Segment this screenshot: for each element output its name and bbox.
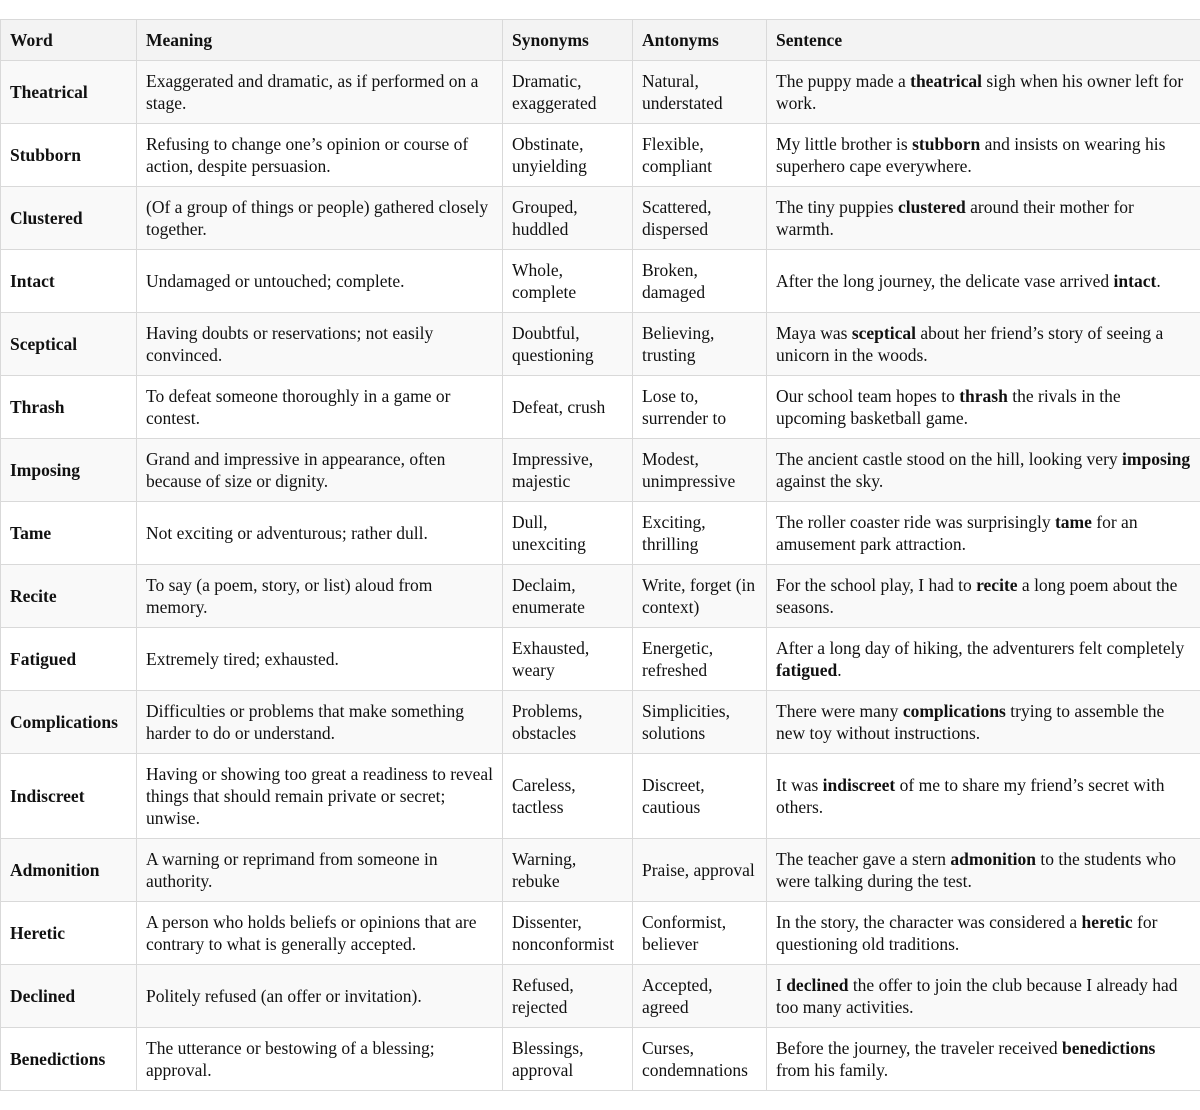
sentence-highlighted-word: clustered: [898, 197, 966, 217]
header-row: [1, 20, 1200, 61]
sentence-text-before: The teacher gave a stern: [776, 849, 951, 869]
sentence-highlighted-word: sceptical: [851, 323, 916, 343]
sentence-highlighted-word: recite: [976, 575, 1018, 595]
table-row: [1, 965, 1200, 1028]
word-cell: Tame: [1, 502, 137, 565]
table-row: [1, 313, 1200, 376]
table-row: [1, 502, 1200, 565]
antonyms-cell: Energetic, refreshed: [633, 628, 767, 691]
table-row: [1, 902, 1200, 965]
sentence-highlighted-word: benedictions: [1062, 1038, 1156, 1058]
sentence-text-before: I: [776, 975, 787, 995]
table-row: [1, 565, 1200, 628]
meaning-cell: Having or showing too great a readiness to reveal things that should remain private or secret; unwise.: [137, 754, 503, 839]
table-row: [1, 754, 1200, 839]
meaning-cell: Extremely tired; exhausted.: [137, 628, 503, 691]
antonyms-cell: Natural, understated: [633, 61, 767, 124]
sentence-cell: [767, 61, 1200, 124]
sentence-text-before: After the long journey, the delicate vase arrived: [776, 271, 1114, 291]
sentence-text-before: There were many: [776, 701, 903, 721]
meaning-cell: A person who holds beliefs or opinions that are contrary to what is generally accepted.: [137, 902, 503, 965]
antonyms-cell: Simplicities, solutions: [633, 691, 767, 754]
antonyms-cell: Accepted, agreed: [633, 965, 767, 1028]
header-synonyms: Synonyms: [503, 20, 633, 61]
sentence-text-after: of me to share my friend’s secret with others.: [776, 775, 1165, 817]
meaning-cell: Politely refused (an offer or invitation).: [137, 965, 503, 1028]
synonyms-cell: Exhausted, weary: [503, 628, 633, 691]
synonyms-cell: Blessings, approval: [503, 1028, 633, 1091]
sentence-cell: [767, 902, 1200, 965]
antonyms-cell: Discreet, cautious: [633, 754, 767, 839]
meaning-cell: Grand and impressive in appearance, often because of size or dignity.: [137, 439, 503, 502]
sentence-highlighted-word: complications: [902, 701, 1006, 721]
synonyms-cell: Careless, tactless: [503, 754, 633, 839]
word-cell: Intact: [1, 250, 137, 313]
sentence-text-after: trying to assemble the new toy without instructions.: [776, 701, 1165, 743]
sentence-text-before: The puppy made a: [776, 71, 911, 91]
word-cell: Stubborn: [1, 124, 137, 187]
sentence-cell: [767, 439, 1200, 502]
sentence-highlighted-word: stubborn: [912, 134, 981, 154]
sentence-text-before: For the school play, I had to: [776, 575, 977, 595]
sentence-cell: [767, 965, 1200, 1028]
sentence-highlighted-word: fatigued: [776, 660, 838, 680]
synonyms-cell: Dramatic, exaggerated: [503, 61, 633, 124]
sentence-text-after: from his family.: [776, 1060, 889, 1080]
word-cell: Benedictions: [1, 1028, 137, 1091]
sentence-text-after: against the sky.: [776, 471, 884, 491]
antonyms-cell: Modest, unimpressive: [633, 439, 767, 502]
sentence-text-before: Before the journey, the traveler received: [776, 1038, 1063, 1058]
vocabulary-table: [0, 19, 1200, 1091]
word-cell: Admonition: [1, 839, 137, 902]
sentence-highlighted-word: theatrical: [910, 71, 983, 91]
table-row: [1, 839, 1200, 902]
header-meaning: Meaning: [137, 20, 503, 61]
synonyms-cell: Dissenter, nonconformist: [503, 902, 633, 965]
sentence-cell: [767, 628, 1200, 691]
sentence-cell: [767, 376, 1200, 439]
table-row: [1, 439, 1200, 502]
sentence-highlighted-word: admonition: [950, 849, 1036, 869]
sentence-text-before: In the story, the character was considered a: [776, 912, 1082, 932]
synonyms-cell: Problems, obstacles: [503, 691, 633, 754]
table-row: [1, 250, 1200, 313]
sentence-highlighted-word: intact: [1113, 271, 1157, 291]
table-body: [1, 61, 1200, 1091]
header-antonyms: Antonyms: [633, 20, 767, 61]
antonyms-cell: Believing, trusting: [633, 313, 767, 376]
sentence-cell: [767, 565, 1200, 628]
sentence-text-before: My little brother is: [776, 134, 913, 154]
word-cell: Theatrical: [1, 61, 137, 124]
synonyms-cell: Declaim, enumerate: [503, 565, 633, 628]
sentence-text-after: about her friend’s story of seeing a unicorn in the woods.: [776, 323, 1164, 365]
header-word: Word: [1, 20, 137, 61]
antonyms-cell: Lose to, surrender to: [633, 376, 767, 439]
sentence-cell: [767, 1028, 1200, 1091]
sentence-cell: [767, 502, 1200, 565]
word-cell: Declined: [1, 965, 137, 1028]
meaning-cell: Not exciting or adventurous; rather dull.: [137, 502, 503, 565]
table-row: [1, 187, 1200, 250]
sentence-text-after: around their mother for warmth.: [776, 197, 1134, 239]
synonyms-cell: Defeat, crush: [503, 376, 633, 439]
sentence-text-before: Our school team hopes to: [776, 386, 960, 406]
meaning-cell: Undamaged or untouched; complete.: [137, 250, 503, 313]
sentence-text-after: for an amusement park attraction.: [776, 512, 1138, 554]
header-sentence: Sentence: [767, 20, 1200, 61]
sentence-text-after: the offer to join the club because I already had too many activities.: [776, 975, 1178, 1017]
sentence-text-after: .: [837, 660, 842, 680]
sentence-text-before: It was: [776, 775, 823, 795]
meaning-cell: Having doubts or reservations; not easily convinced.: [137, 313, 503, 376]
antonyms-cell: Praise, approval: [633, 839, 767, 902]
sentence-highlighted-word: thrash: [959, 386, 1008, 406]
antonyms-cell: Scattered, dispersed: [633, 187, 767, 250]
table-header: [1, 20, 1200, 61]
table-row: [1, 628, 1200, 691]
meaning-cell: A warning or reprimand from someone in authority.: [137, 839, 503, 902]
table-row: [1, 691, 1200, 754]
sentence-cell: [767, 691, 1200, 754]
word-cell: Fatigued: [1, 628, 137, 691]
antonyms-cell: Write, forget (in context): [633, 565, 767, 628]
meaning-cell: To say (a poem, story, or list) aloud from memory.: [137, 565, 503, 628]
sentence-highlighted-word: declined: [786, 975, 849, 995]
sentence-highlighted-word: imposing: [1122, 449, 1191, 469]
sentence-text-after: a long poem about the seasons.: [776, 575, 1178, 617]
table-row: [1, 1028, 1200, 1091]
sentence-text-before: After a long day of hiking, the adventurers felt completely: [776, 638, 1185, 658]
table-row: [1, 376, 1200, 439]
word-cell: Sceptical: [1, 313, 137, 376]
sentence-text-after: and insists on wearing his superhero cape everywhere.: [776, 134, 1166, 176]
synonyms-cell: Obstinate, unyielding: [503, 124, 633, 187]
word-cell: Complications: [1, 691, 137, 754]
sentence-text-before: The tiny puppies: [776, 197, 898, 217]
synonyms-cell: Whole, complete: [503, 250, 633, 313]
sentence-text-after: .: [1156, 271, 1161, 291]
synonyms-cell: Impressive, majestic: [503, 439, 633, 502]
sentence-text-before: The roller coaster ride was surprisingly: [776, 512, 1055, 532]
sentence-text-before: Maya was: [776, 323, 852, 343]
sentence-highlighted-word: heretic: [1081, 912, 1133, 932]
meaning-cell: (Of a group of things or people) gathered closely together.: [137, 187, 503, 250]
meaning-cell: Exaggerated and dramatic, as if performed on a stage.: [137, 61, 503, 124]
sentence-text-after: the rivals in the upcoming basketball game.: [776, 386, 1121, 428]
meaning-cell: Refusing to change one’s opinion or course of action, despite persuasion.: [137, 124, 503, 187]
synonyms-cell: Grouped, huddled: [503, 187, 633, 250]
sentence-cell: [767, 250, 1200, 313]
sentence-cell: [767, 313, 1200, 376]
synonyms-cell: Dull, unexciting: [503, 502, 633, 565]
word-cell: Recite: [1, 565, 137, 628]
synonyms-cell: Warning, rebuke: [503, 839, 633, 902]
word-cell: Clustered: [1, 187, 137, 250]
word-cell: Thrash: [1, 376, 137, 439]
sentence-cell: [767, 754, 1200, 839]
sentence-text-after: sigh when his owner left for work.: [776, 71, 1184, 113]
antonyms-cell: Curses, condemnations: [633, 1028, 767, 1091]
table-row: [1, 61, 1200, 124]
sentence-highlighted-word: indiscreet: [822, 775, 896, 795]
sentence-cell: [767, 839, 1200, 902]
synonyms-cell: Refused, rejected: [503, 965, 633, 1028]
sentence-cell: [767, 124, 1200, 187]
sentence-highlighted-word: tame: [1054, 512, 1092, 532]
table-row: [1, 124, 1200, 187]
word-cell: Heretic: [1, 902, 137, 965]
antonyms-cell: Flexible, compliant: [633, 124, 767, 187]
word-cell: Imposing: [1, 439, 137, 502]
sentence-text-after: to the students who were talking during the test.: [776, 849, 1176, 891]
meaning-cell: To defeat someone thoroughly in a game or contest.: [137, 376, 503, 439]
antonyms-cell: Broken, damaged: [633, 250, 767, 313]
synonyms-cell: Doubtful, questioning: [503, 313, 633, 376]
meaning-cell: The utterance or bestowing of a blessing; approval.: [137, 1028, 503, 1091]
meaning-cell: Difficulties or problems that make something harder to do or understand.: [137, 691, 503, 754]
sentence-text-before: The ancient castle stood on the hill, looking very: [776, 449, 1123, 469]
word-cell: Indiscreet: [1, 754, 137, 839]
sentence-cell: [767, 187, 1200, 250]
antonyms-cell: Conformist, believer: [633, 902, 767, 965]
antonyms-cell: Exciting, thrilling: [633, 502, 767, 565]
sentence-text-after: for questioning old traditions.: [776, 912, 1158, 954]
